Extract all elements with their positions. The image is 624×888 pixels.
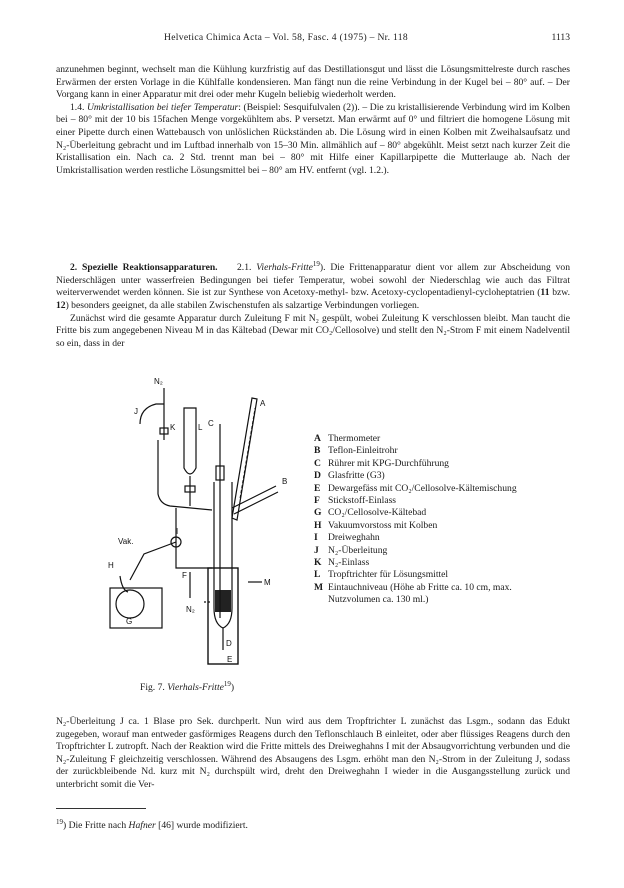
- section-2-heading: 2. Spezielle Reaktionsapparaturen.: [70, 262, 218, 274]
- flask-neck: [120, 576, 128, 592]
- legend-text: Dreiweghahn: [328, 532, 380, 544]
- legend-item: [314, 507, 564, 519]
- caption-sup: 19: [223, 680, 231, 688]
- legend-key: I: [314, 532, 318, 544]
- section-1-4-number: 1.4.: [70, 101, 85, 113]
- paragraph-after-figure: [56, 716, 570, 792]
- legend-text: Rührer mit KPG-Durchführung: [328, 457, 449, 469]
- section-2-paragraph: [56, 258, 570, 313]
- dropping-funnel: [184, 408, 196, 474]
- vacuum-arm: [130, 542, 176, 580]
- footnote-number: 19: [56, 818, 63, 826]
- running-head: Helvetica Chimica Acta – Vol. 58, Fasc. 4 (1975) – Nr. 118: [164, 32, 408, 43]
- label-j: J: [134, 407, 138, 416]
- legend-text: Eintauchniveau (Höhe ab Fritte ca. 10 cm, max. Nutzvolumen ca. 130 ml.): [328, 581, 512, 606]
- footnote-ref: 19: [312, 260, 320, 268]
- figure-legend: [314, 433, 564, 607]
- label-l: L: [198, 423, 203, 432]
- footnote-rule: [56, 808, 146, 809]
- label-e: E: [227, 655, 233, 664]
- legend-text: Teflon-Einleitrohr: [328, 445, 398, 457]
- label-k: K: [170, 423, 176, 432]
- legend-item: [314, 520, 564, 532]
- label-b: B: [282, 477, 288, 486]
- bubbler-tube: [140, 404, 164, 424]
- caption-title: Vierhals-Fritte: [167, 682, 224, 694]
- figure-caption: [140, 680, 234, 693]
- n2-line: [158, 440, 212, 510]
- caption-prefix: Fig. 7.: [140, 682, 168, 694]
- compound-11: 11: [540, 287, 550, 299]
- legend-key: E: [314, 482, 321, 494]
- apparatus-figure: [100, 368, 310, 670]
- legend-text: N₂-Einlass: [328, 557, 370, 569]
- legend-text: Vakuumvorstoss mit Kolben: [328, 519, 438, 531]
- legend-item: [314, 445, 564, 457]
- page-number: 1113: [551, 32, 570, 43]
- footnote-post: [46] wurde modifiziert.: [155, 820, 248, 832]
- label-d: D: [226, 639, 232, 648]
- legend-text: CO₂/Cellosolve-Kältebad: [328, 507, 427, 519]
- legend-item: [314, 532, 564, 544]
- label-i: I: [176, 527, 179, 536]
- section-2-paragraph-2: Zunächst wird die gesamte Apparatur durch Zuleitung F mit N₂ gespült, wobei Zuleitung K verschlossen bleibt. Man taucht die Fritte bis zum angegebenen Niveau M in das Kältebad (Dewar mit CO₂/Cellosolve) und stellt den N₂-Strom F mit einem Nadelventil so ein, dass in der: [56, 312, 570, 349]
- legend-key: B: [314, 445, 321, 457]
- para-after-text: N₂-Überleitung J ca. 1 Blase pro Sek. durchperlt. Nun wird aus dem Tropftrichter L zunächst das Lsgm., sodann das Edukt zugegeben, worauf man entweder gasförmiges Reagens durch den Teflonschlauch B einleitet, oder aber flüssiges Reagens durch den Tropftrichter L zutropft. Nach der Reaktion wird die Fritte mittels des Dreiweghahns I mit der Absaugvorrichtung verbunden und die N₂-Zuleitung F gleichzeitig verschlossen. Während des Absaugens des Lsgm. erhöht man den N₂-Strom in der Zuleitung J, sodass der zurückbleibende Nd. kurz mit N₂ durchspült wird, dreht den Dreiweghahn I wieder in die Ausgangsstellung zurück und unterbricht somit die Ver-: [56, 716, 570, 790]
- footnote: [56, 818, 248, 831]
- label-g: G: [126, 617, 133, 626]
- section-2-text-c: ) besonders geeignet, da alle stabilen Zwischenstufen als salzartige Verbindungen vorliegen.: [65, 299, 420, 311]
- receiver-flask: [116, 590, 144, 618]
- section-1-4: [56, 102, 570, 178]
- label-vak: Vak.: [118, 537, 134, 546]
- legend-text: Dewargefäss mit CO₂/Cellosolve-Kältemischung: [328, 482, 517, 494]
- label-m: M: [264, 578, 271, 587]
- label-h: H: [108, 561, 114, 570]
- section-2-text-a: ). Die Frittenapparatur dient vor allem zur Abscheidung von Niederschlägen unter wasserfreien Bedingungen bei tiefer Temperatur, wobei sowohl der Niederschlag wie auch das Filtrat weiterverwendet werden können. Sie ist zur Synthese von Acetoxy-methyl- bzw. Acetoxy-cyclopentadienyl-cycloheptatrien (: [56, 262, 571, 299]
- legend-key: M: [314, 581, 324, 593]
- running-header: [56, 32, 570, 46]
- label-c: C: [208, 419, 214, 428]
- legend-item: [314, 495, 564, 507]
- legend-item: [314, 470, 564, 482]
- legend-item: [314, 545, 564, 557]
- legend-key: C: [314, 457, 321, 469]
- legend-key: D: [314, 470, 321, 482]
- legend-key: J: [314, 544, 319, 556]
- label-a: A: [260, 399, 266, 408]
- legend-key: H: [314, 519, 322, 531]
- section-1-4-text: : (Beispiel: Sesquifulvalen (2)). – Die zu kristallisierende Verbindung wird im Kolben bei – 80° mit der 10 bis 15fachen Menge vorgekühltem abs. P versetzt. Man erwärmt auf 0° und filtriert die homogene Lösung mit einer Pipette durch einen Wattebausch von unlöslichen Rückständen ab. Die Lösung wird in einen Kolben mit Zweihalsaufsatz und N₂-Überleitung gebracht und im Luftbad innerhalb von 15–30 Min. allmählich auf – 80° abgekühlt. Meist setzt nach kurzer Zeit die Kristallisation ein. Nach ca. 2 Std. trennt man bei – 80° mit Hilfe einer Kapillarpipette die Mutterlauge ab. Nach der Umkristallisation werden restliche Lösungsmittel bei – 80° am HV. entfernt (vgl. 1.2.).: [56, 101, 570, 176]
- vacuum-line: [176, 508, 212, 568]
- cooling-bath: [110, 588, 162, 628]
- legend-text: Glasfritte (G3): [328, 470, 385, 482]
- para1-text: anzunehmen beginnt, wechselt man die Kühlung kurzfristig auf das Destillationsgut und lässt die Lösungsmittelreste durch rasches Erwärmen der ersten Vorlage in die Kühlfalle kondensieren. Man fängt nun die reine Verbindung in der Kugel bei – 80° auf. – Der Vorgang kann in einer Apparatur mit drei oder mehr Kugeln beliebig wiederholt werden.: [56, 64, 570, 101]
- label-n2-bottom: N₂: [186, 605, 195, 614]
- legend-item: [314, 483, 564, 495]
- frit-disc: [215, 590, 231, 612]
- legend-text: Tropftrichter für Lösungsmittel: [328, 569, 449, 581]
- label-n2-top: N₂: [154, 377, 163, 386]
- legend-key: L: [314, 569, 321, 581]
- legend-key: F: [314, 495, 320, 507]
- caption-suffix: ): [230, 682, 235, 694]
- paragraph-continued: [56, 64, 570, 177]
- legend-item: [314, 557, 564, 569]
- footnote-author: Hafner: [128, 820, 156, 832]
- legend-text: Stickstoff-Einlass: [328, 495, 397, 507]
- footnote-pre: ) Die Fritte nach: [63, 820, 129, 832]
- legend-text: Thermometer: [328, 433, 381, 444]
- legend-key: K: [314, 557, 322, 569]
- section-1-4-title: Umkristallisation bei tiefer Temperatur: [86, 101, 239, 113]
- legend-key: G: [314, 507, 322, 519]
- subsection-number: 2.1.: [237, 262, 252, 274]
- legend-key: A: [314, 433, 321, 444]
- section-2-text-b: bzw.: [549, 287, 570, 299]
- legend-item: [314, 433, 564, 445]
- label-f: F: [182, 571, 187, 580]
- legend-item: [314, 458, 564, 470]
- legend-item: [314, 582, 564, 607]
- legend-item: [314, 569, 564, 581]
- compound-12: 12: [56, 299, 66, 311]
- legend-text: N₂-Überleitung: [328, 544, 388, 556]
- subsection-title: Vierhals-Fritte: [256, 262, 313, 274]
- section-2: [56, 258, 570, 350]
